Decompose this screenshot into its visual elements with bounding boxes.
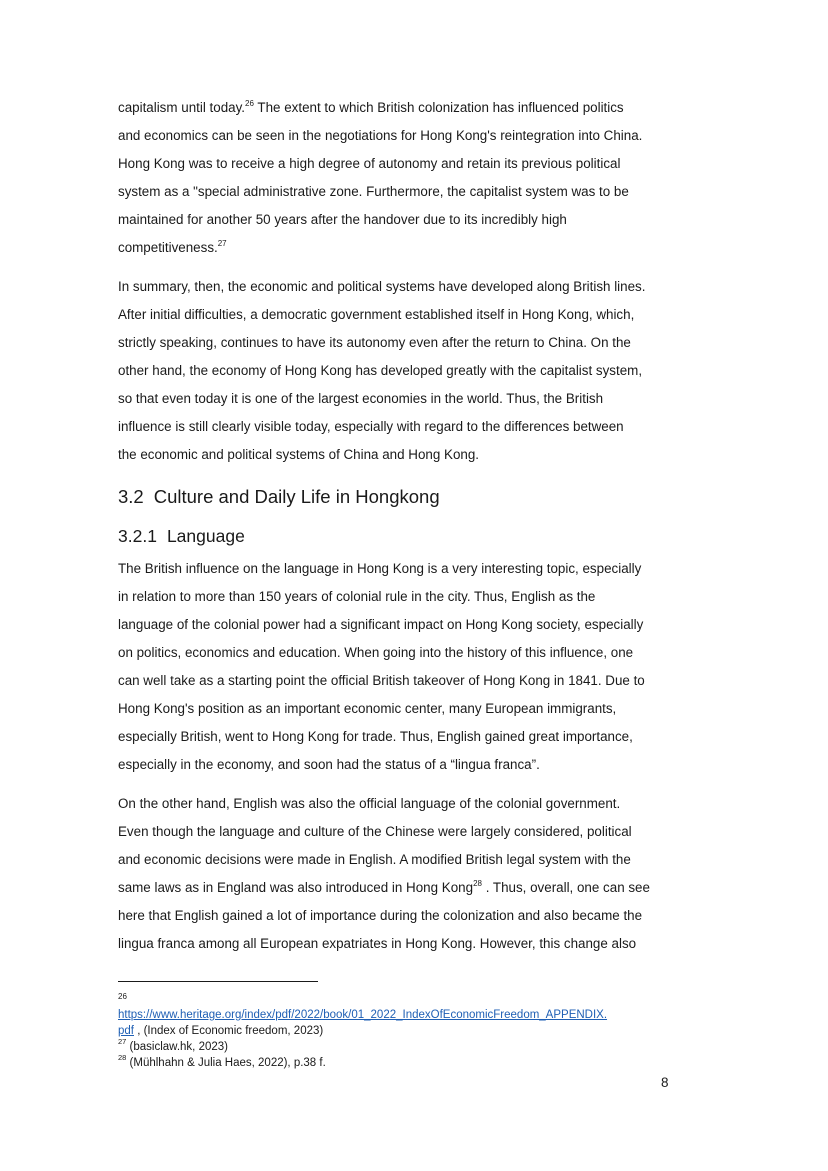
page-number: 8: [661, 1075, 669, 1090]
text-line: influence is still clearly visible today, especially with regard to the differences between: [118, 419, 624, 434]
text-line: language of the colonial power had a significant impact on Hong Kong society, especially: [118, 617, 644, 632]
text-line: In summary, then, the economic and political systems have developed along British lines.: [118, 279, 646, 294]
section-heading: [118, 484, 440, 510]
footnote-ref-28[interactable]: 28: [473, 878, 482, 888]
text-line: Even though the language and culture of the Chinese were largely considered, political: [118, 824, 632, 839]
text-line: so that even today it is one of the largest economies in the world. Thus, the British: [118, 391, 604, 406]
section-title: Culture and Daily Life in Hongkong: [153, 486, 440, 507]
text-line: on politics, economics and education. When going into the history of this influence, one: [118, 645, 634, 660]
text-line: and economic decisions were made in English. A modified British legal system with the: [118, 852, 631, 867]
text-line: After initial difficulties, a democratic government established itself in Hong Kong, which,: [118, 307, 635, 322]
text-line: in relation to more than 150 years of colonial rule in the city. Thus, English as the: [118, 589, 596, 604]
text-line: capitalism until today.$^{26}$ The extent to which British colonization has influenced politics: [118, 98, 624, 115]
footnote-ref-26[interactable]: 26: [245, 98, 254, 108]
footnote-26-link-line: [118, 1007, 678, 1023]
paragraph-official-language: [118, 790, 678, 958]
footnote-26-number: 26: [118, 992, 127, 1001]
footnote-28-number: 28: [118, 1053, 127, 1063]
footnote-26-link-continued[interactable]: pdf: [118, 1025, 134, 1037]
text-line: The British influence on the language in Hong Kong is a very interesting topic, especially: [118, 561, 642, 576]
text-line: here that English gained a lot of importance during the colonization and also became the: [118, 908, 643, 923]
footnote-28: $^{28}$ (Mühlhahn & Julia Haes, 2022), p.38 f.: [118, 1053, 326, 1069]
text-line: the economic and political systems of China and Hong Kong.: [118, 447, 480, 462]
paragraph-politics-economy: [118, 94, 678, 262]
text-line: and economics can be seen in the negotiations for Hong Kong's reintegration into China.: [118, 128, 643, 143]
text-line: Hong Kong's position as an important economic center, many European immigrants,: [118, 701, 617, 716]
footnote-ref-27[interactable]: 27: [217, 238, 227, 248]
paragraph-language-intro: [118, 555, 678, 779]
text-line: competitiveness.$^{27}$: [118, 238, 227, 255]
footnote-separator: [118, 981, 318, 982]
paragraph-summary: [118, 273, 678, 469]
text-line: especially in the economy, and soon had the status of a “lingua franca”.: [118, 757, 540, 772]
footnote-26-link[interactable]: https://www.heritage.org/index/pdf/2022/book/01_2022_IndexOfEconomicFreedom_APPENDIX.: [118, 1009, 608, 1021]
text-line: Hong Kong was to receive a high degree of autonomy and retain its previous political: [118, 156, 621, 171]
text-line: especially British, went to Hong Kong for trade. Thus, English gained great importance,: [118, 729, 633, 744]
text-line: can well take as a starting point the official British takeover of Hong Kong in 1841. Due to: [118, 673, 645, 688]
text-line: same laws as in England was also introduced in Hong Kong$^{28}$ . Thus, overall, one can see: [118, 878, 650, 895]
subsection-number: 3.2.1: [118, 526, 157, 546]
section-number: 3.2: [118, 486, 144, 507]
text-line: other hand, the economy of Hong Kong has developed greatly with the capitalist system,: [118, 363, 643, 378]
text-line: maintained for another 50 years after the handover due to its incredibly high: [118, 212, 567, 227]
text-line: system as a "special administrative zone. Furthermore, the capitalist system was to be: [118, 184, 629, 199]
text-line: strictly speaking, continues to have its autonomy even after the return to China. On the: [118, 335, 631, 350]
subsection-heading: [118, 523, 245, 549]
text-line: lingua franca among all European expatriates in Hong Kong. However, this change also: [118, 936, 637, 951]
footnote-26-text: pdf , (Index of Economic freedom, 2023): [118, 1025, 324, 1037]
text-line: On the other hand, English was also the official language of the colonial government.: [118, 796, 621, 811]
subsection-title: Language: [166, 526, 245, 546]
footnote-27-number: 27: [118, 1037, 127, 1047]
footnote-27: $^{27}$ (basiclaw.hk, 2023): [118, 1037, 228, 1053]
